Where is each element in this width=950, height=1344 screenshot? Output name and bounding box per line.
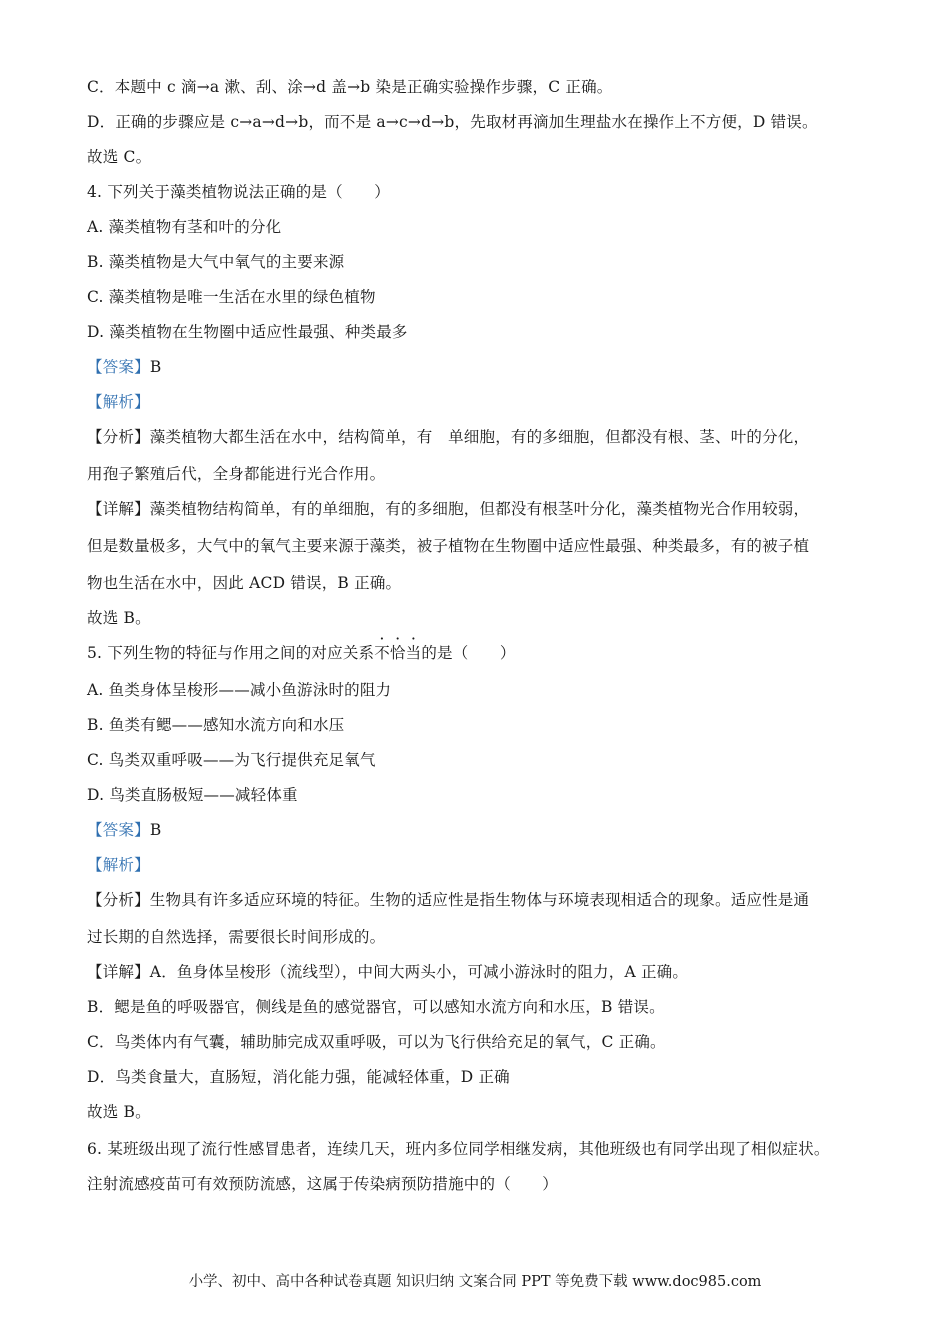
- text-line: C．鸟类体内有气囊，辅助肺完成双重呼吸，可以为飞行供给充足的氧气，C 正确。: [87, 1033, 666, 1051]
- question-4-stem: 4. 下列关于藻类植物说法正确的是（ ）: [87, 183, 390, 201]
- option-b: B. 藻类植物是大气中氧气的主要来源: [87, 253, 345, 271]
- text-line: 故选 C。: [87, 148, 152, 166]
- option-a: A. 鱼类身体呈梭形——减小鱼游泳时的阻力: [87, 681, 392, 699]
- answer-tag: 【答案】: [87, 358, 150, 376]
- answer-tag: 【答案】: [87, 821, 150, 839]
- text-line: 故选 B。: [87, 609, 151, 627]
- option-d: D. 鸟类直肠极短——减轻体重: [87, 786, 298, 804]
- text-line: C．本题中 c 滴→a 漱、刮、涂→d 盖→b 染是正确实验操作步骤，C 正确。: [87, 78, 613, 96]
- text-line: 但是数量极多，大气中的氧气主要来源于藻类，被子植物在生物圈中适应性最强、种类最多，有的被子植: [87, 537, 810, 555]
- option-c: C. 鸟类双重呼吸——为飞行提供充足氧气: [87, 751, 376, 769]
- analysis-tag-line: [87, 855, 150, 875]
- analysis-tag: 【解析】: [87, 393, 150, 411]
- text-line: 【分析】生物具有许多适应环境的特征。生物的适应性是指生物体与环境表现相适合的现象。适应性是通: [87, 891, 810, 909]
- option-a: A. 藻类植物有茎和叶的分化: [87, 218, 282, 236]
- analysis-tag-line: [87, 392, 150, 412]
- page-footer: 小学、初中、高中各种试卷真题 知识归纳 文案合同 PPT 等免费下载 www.doc985.com: [188, 1274, 762, 1290]
- emphasis-char: 不: [374, 644, 390, 662]
- question-6-stem: 6. 某班级出现了流行性感冒患者，连续几天，班内多位同学相继发病，其他班级也有同学出现了相似症状。: [87, 1140, 830, 1158]
- text-line: 物也生活在水中，因此 ACD 错误，B 正确。: [87, 574, 402, 592]
- text-line: 用孢子繁殖后代，全身都能进行光合作用。: [87, 465, 386, 483]
- text-line: D．正确的步骤应是 c→a→d→b，而不是 a→c→d→b，先取材再滴加生理盐水在操作上不方便，D 错误。: [87, 113, 818, 131]
- text-line: 【详解】A．鱼身体呈梭形（流线型），中间大两头小，可减小游泳时的阻力，A 正确。: [87, 963, 689, 981]
- emphasis-char: 恰: [389, 644, 406, 662]
- text-line: B．鳃是鱼的呼吸器官，侧线是鱼的感觉器官，可以感知水流方向和水压，B 错误。: [87, 998, 665, 1016]
- option-d: D. 藻类植物在生物圈中适应性最强、种类最多: [87, 323, 408, 341]
- question-5-stem: [87, 643, 516, 663]
- option-b: B. 鱼类有鳃——感知水流方向和水压: [87, 716, 345, 734]
- text-line: 【分析】藻类植物大都生活在水中，结构简单，有 单细胞，有的多细胞，但都没有根、茎、叶的分化，: [87, 428, 810, 446]
- question-6-stem: 注射流感疫苗可有效预防流感，这属于传染病预防措施中的（ ）: [87, 1175, 559, 1193]
- option-c: C. 藻类植物是唯一生活在水里的绿色植物: [87, 288, 376, 306]
- analysis-tag: 【解析】: [87, 856, 150, 874]
- text-line: 过长期的自然选择，需要很长时间形成的。: [87, 928, 386, 946]
- stem-text: 的是（ ）: [421, 644, 516, 662]
- text-line: 故选 B。: [87, 1103, 151, 1121]
- answer-value: B: [149, 358, 162, 376]
- answer-value: B: [149, 821, 162, 839]
- answer-line: [87, 357, 161, 377]
- text-line: D．鸟类食量大，直肠短，消化能力强，能减轻体重，D 正确: [87, 1068, 510, 1086]
- emphasis-char: 当: [405, 644, 422, 662]
- text-line: 【详解】藻类植物结构简单，有的单细胞，有的多细胞，但都没有根茎叶分化，藻类植物光合作用较弱，: [87, 500, 810, 518]
- stem-text: 5. 下列生物的特征与作用之间的对应关系: [87, 644, 375, 662]
- answer-line: [87, 820, 161, 840]
